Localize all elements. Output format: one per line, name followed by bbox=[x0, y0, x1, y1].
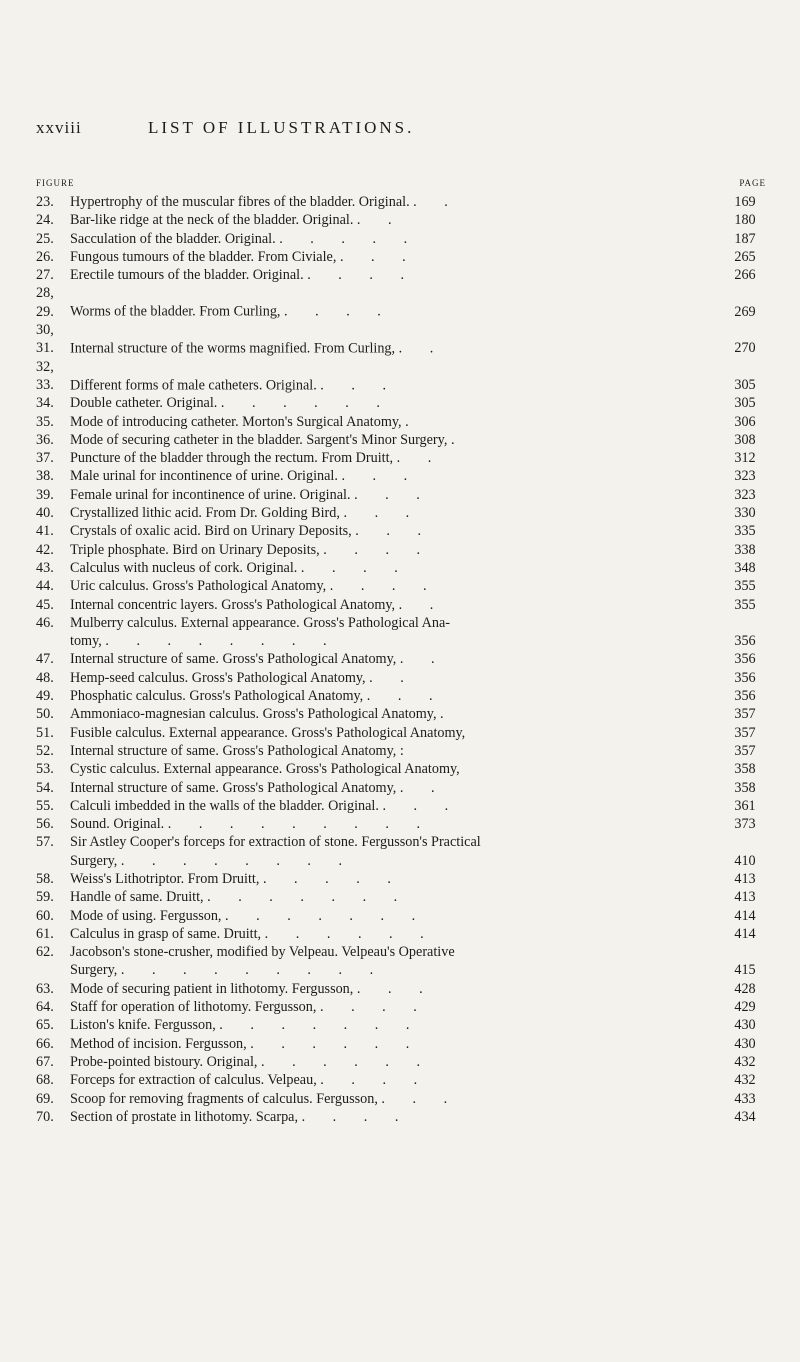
figure-caption: Forceps for extraction of calculus. Velpeau, bbox=[70, 1072, 317, 1089]
page-reference: 306 bbox=[734, 413, 756, 430]
figure-number: 60. bbox=[36, 907, 54, 924]
list-item bbox=[36, 431, 770, 449]
page-reference: 430 bbox=[734, 1017, 756, 1034]
dot-leader: . . . . bbox=[320, 1072, 430, 1089]
dot-leader: . . . . . . . bbox=[225, 907, 428, 924]
dot-leader: . . bbox=[396, 450, 444, 467]
list-item bbox=[36, 413, 770, 431]
figure-number: 43. bbox=[36, 559, 54, 576]
figure-number: 23. bbox=[36, 194, 54, 210]
list-item bbox=[36, 907, 770, 925]
entry-line bbox=[36, 559, 710, 577]
dot-leader: . bbox=[440, 706, 456, 723]
dot-leader: . . bbox=[369, 669, 416, 686]
figure-caption: Section of prostate in lithotomy. Scarpa, bbox=[70, 1108, 299, 1125]
dot-leader: . . . . . . . . bbox=[105, 633, 339, 650]
entry-line bbox=[36, 760, 710, 778]
list-item bbox=[36, 760, 770, 778]
figure-number: 45. bbox=[36, 596, 54, 613]
dot-leader: . . . . bbox=[300, 559, 410, 576]
dot-leader: . . . . . . . . . bbox=[167, 816, 433, 833]
figure-caption: Different forms of male catheters. Original. bbox=[70, 376, 317, 393]
list-item bbox=[36, 815, 770, 833]
page-reference: 265 bbox=[734, 248, 756, 265]
figure-caption: Jacobson's stone-crusher, modified by Velpeau. Velpeau's Operative bbox=[70, 944, 455, 961]
dot-leader: . . . bbox=[355, 523, 434, 540]
dot-leader: . . . . . bbox=[262, 870, 403, 887]
list-item bbox=[36, 1090, 770, 1108]
figure-number: 40. bbox=[36, 505, 54, 522]
page-reference: 414 bbox=[734, 907, 756, 924]
entry-line bbox=[36, 614, 710, 632]
figure-caption: Phosphatic calculus. Gross's Pathological Anatomy, bbox=[70, 688, 364, 705]
figure-caption: Fungous tumours of the bladder. From Civiale, bbox=[70, 248, 337, 265]
page-column-heading: PAGE bbox=[739, 178, 766, 188]
page-reference: 355 bbox=[734, 578, 756, 595]
entry-line bbox=[36, 266, 710, 284]
page-reference: 413 bbox=[734, 870, 756, 887]
page-reference: 432 bbox=[734, 1053, 756, 1070]
page-reference: 305 bbox=[734, 395, 756, 412]
entry-line bbox=[36, 321, 710, 358]
page-header bbox=[36, 118, 770, 144]
figure-number: 50. bbox=[36, 706, 54, 723]
page-reference: 413 bbox=[734, 889, 756, 906]
caption-continuation-line bbox=[36, 632, 710, 650]
dot-leader: . . . bbox=[356, 980, 435, 997]
dot-leader: . . . . bbox=[301, 1108, 411, 1125]
entry-line bbox=[36, 394, 710, 412]
page-reference: 308 bbox=[734, 431, 756, 448]
entry-line bbox=[36, 248, 710, 266]
entry-line bbox=[36, 449, 710, 467]
entry-line bbox=[36, 1053, 710, 1071]
page-reference: 266 bbox=[734, 267, 756, 284]
page-reference: 356 bbox=[734, 688, 756, 705]
figure-number: 67. bbox=[36, 1053, 54, 1070]
dot-leader: . . . . bbox=[323, 541, 433, 558]
figure-caption: Mode of introducing catheter. Morton's Surgical Anatomy, bbox=[70, 413, 402, 430]
dot-leader: . . . bbox=[343, 505, 422, 522]
page-reference: 270 bbox=[734, 340, 756, 357]
figure-number: 59. bbox=[36, 889, 54, 906]
figure-number: 37. bbox=[36, 450, 54, 467]
dot-leader: . . bbox=[413, 194, 460, 210]
figure-caption: Crystallized lithic acid. From Dr. Golding Bird, bbox=[70, 505, 340, 522]
dot-leader: . . . . . . bbox=[260, 1053, 432, 1070]
figure-number: 30, 31. bbox=[36, 322, 54, 357]
list-item bbox=[36, 522, 770, 540]
figure-number: 24. bbox=[36, 212, 54, 229]
figure-caption: Sacculation of the bladder. Original. bbox=[70, 230, 276, 247]
figure-caption: Triple phosphate. Bird on Urinary Deposits, bbox=[70, 541, 320, 558]
column-headings bbox=[36, 178, 766, 190]
dot-leader: . . . . bbox=[319, 999, 429, 1016]
dot-leader: . bbox=[450, 431, 467, 448]
figure-caption: Double catheter. Original. bbox=[70, 395, 218, 412]
entry-line bbox=[36, 815, 710, 833]
figure-number: 58. bbox=[36, 870, 54, 887]
entry-line bbox=[36, 486, 710, 504]
figure-number: 34. bbox=[36, 395, 54, 412]
caption-continuation-line bbox=[36, 852, 710, 870]
dot-leader: . . . bbox=[320, 376, 399, 393]
entry-line bbox=[36, 467, 710, 485]
list-item bbox=[36, 541, 770, 559]
figure-number: 41. bbox=[36, 523, 54, 540]
figure-caption: Cystic calculus. External appearance. Gross's Pathological Anatomy, bbox=[70, 761, 460, 778]
page-reference: 414 bbox=[734, 925, 756, 942]
entry-line bbox=[36, 833, 710, 851]
page-number: xxviii bbox=[36, 118, 82, 137]
figure-caption: Handle of same. Druitt, bbox=[70, 889, 204, 906]
page-reference: 356 bbox=[734, 651, 756, 668]
list-item bbox=[36, 943, 770, 980]
figure-number: 70. bbox=[36, 1108, 54, 1125]
dot-leader: . . . . . . bbox=[264, 925, 436, 942]
page-reference: 323 bbox=[734, 486, 756, 503]
entry-line bbox=[36, 431, 710, 449]
list-item bbox=[36, 650, 770, 668]
entry-line bbox=[36, 230, 710, 248]
list-item bbox=[36, 742, 770, 760]
caption-continuation: tomy, bbox=[70, 633, 102, 650]
caption-continuation-line bbox=[36, 961, 710, 979]
figure-caption: Female urinal for incontinence of urine. Original. bbox=[70, 486, 351, 503]
page-reference: 357 bbox=[734, 706, 756, 723]
caption-continuation: Surgery, bbox=[70, 962, 118, 979]
figure-caption: Weiss's Lithotriptor. From Druitt, bbox=[70, 870, 260, 887]
figure-number: 48. bbox=[36, 669, 54, 686]
page-reference: 335 bbox=[734, 523, 756, 540]
entry-line bbox=[36, 724, 710, 742]
figure-column-heading: FIGURE bbox=[36, 178, 75, 188]
entry-line bbox=[36, 925, 710, 943]
list-item bbox=[36, 577, 770, 595]
dot-leader: . . . bbox=[339, 248, 418, 265]
entry-line bbox=[36, 522, 710, 540]
list-item bbox=[36, 1053, 770, 1071]
figure-number: 42. bbox=[36, 541, 54, 558]
page-reference: 410 bbox=[734, 852, 756, 869]
figure-caption: Hemp-seed calculus. Gross's Pathological Anatomy, bbox=[70, 669, 366, 686]
dot-leader: . . . . . . . . bbox=[120, 852, 355, 869]
figure-caption: Fusible calculus. External appearance. Gross's Pathological Anatomy, bbox=[70, 724, 466, 741]
caption-continuation: Surgery, bbox=[70, 852, 118, 869]
figure-number: 28, 29. bbox=[36, 285, 54, 320]
entry-line bbox=[36, 943, 710, 961]
list-item bbox=[36, 925, 770, 943]
entry-line bbox=[36, 1090, 710, 1108]
figure-caption: Mode of securing catheter in the bladder. Sargent's Minor Surgery, bbox=[70, 431, 448, 448]
page-reference: 169 bbox=[734, 194, 756, 210]
figure-caption: Erectile tumours of the bladder. Original. bbox=[70, 267, 304, 284]
figure-caption: Calculus in grasp of same. Druitt, bbox=[70, 925, 262, 942]
page-reference: 312 bbox=[734, 450, 756, 467]
figure-caption: Internal structure of the worms magnified. From Curling, bbox=[70, 340, 396, 357]
dot-leader: . . . bbox=[382, 797, 461, 814]
entry-line bbox=[36, 998, 710, 1016]
entry-line bbox=[36, 907, 710, 925]
entry-line bbox=[36, 596, 710, 614]
entry-line bbox=[36, 797, 710, 815]
entry-line bbox=[36, 980, 710, 998]
page-reference: 415 bbox=[734, 962, 756, 979]
dot-leader: . . . . . . . bbox=[219, 1017, 422, 1034]
figure-caption: Scoop for removing fragments of calculus. Fergusson, bbox=[70, 1090, 378, 1107]
figure-caption: Worms of the bladder. From Curling, bbox=[70, 303, 281, 320]
figure-caption: Method of incision. Fergusson, bbox=[70, 1035, 247, 1052]
figure-caption: Calculi imbedded in the walls of the bladder. Original. bbox=[70, 797, 379, 814]
list-item bbox=[36, 687, 770, 705]
list-item bbox=[36, 797, 770, 815]
entry-line bbox=[36, 779, 710, 797]
dot-leader: : bbox=[399, 742, 416, 759]
page-reference: 428 bbox=[734, 980, 756, 997]
list-item bbox=[36, 669, 770, 687]
entry-line bbox=[36, 577, 710, 595]
entry-line bbox=[36, 541, 710, 559]
figure-number: 57. bbox=[36, 834, 54, 851]
figure-caption: Internal structure of same. Gross's Pathological Anatomy, bbox=[70, 742, 397, 759]
figure-number: 51. bbox=[36, 724, 54, 741]
entry-line bbox=[36, 358, 710, 395]
figure-caption: Calculus with nucleus of cork. Original. bbox=[70, 559, 298, 576]
entry-line bbox=[36, 742, 710, 760]
figure-number: 61. bbox=[36, 925, 54, 942]
figure-caption: Mode of securing patient in lithotomy. Fergusson, bbox=[70, 980, 354, 997]
figure-number: 38. bbox=[36, 468, 54, 485]
entry-line bbox=[36, 705, 710, 723]
figure-caption: Hypertrophy of the muscular fibres of the bladder. Original. bbox=[70, 194, 410, 210]
figure-caption: Puncture of the bladder through the rectum. From Druitt, bbox=[70, 450, 394, 467]
page-reference: 338 bbox=[734, 541, 756, 558]
page-reference: 361 bbox=[734, 797, 756, 814]
figure-number: 64. bbox=[36, 999, 54, 1016]
dot-leader: . . . . bbox=[329, 578, 439, 595]
figure-caption: Sir Astley Cooper's forceps for extraction of stone. Fergusson's Practical bbox=[70, 834, 481, 851]
page-reference: 323 bbox=[734, 468, 756, 485]
list-item bbox=[36, 449, 770, 467]
figure-number: 26. bbox=[36, 248, 54, 265]
entry-line bbox=[36, 687, 710, 705]
dot-leader: . . . . bbox=[307, 267, 417, 284]
list-item bbox=[36, 358, 770, 395]
page-reference: 373 bbox=[734, 816, 756, 833]
list-item bbox=[36, 230, 770, 248]
figure-number: 52. bbox=[36, 742, 54, 759]
dot-leader: . . bbox=[398, 340, 446, 357]
page-reference: 433 bbox=[734, 1090, 756, 1107]
figure-caption: Uric calculus. Gross's Pathological Anatomy, bbox=[70, 578, 327, 595]
dot-leader: . bbox=[405, 413, 421, 430]
list-item bbox=[36, 1035, 770, 1053]
figure-number: 32, 33. bbox=[36, 358, 54, 393]
entry-line bbox=[36, 211, 710, 229]
figure-caption: Internal concentric layers. Gross's Pathological Anatomy, bbox=[70, 596, 396, 613]
entry-line bbox=[36, 1016, 710, 1034]
page-reference: 356 bbox=[734, 633, 756, 650]
figure-number: 44. bbox=[36, 578, 54, 595]
figure-number: 56. bbox=[36, 816, 54, 833]
list-item bbox=[36, 193, 770, 211]
list-item bbox=[36, 504, 770, 522]
dot-leader: . . . bbox=[354, 486, 432, 503]
dot-leader: . . . . . bbox=[279, 230, 420, 247]
list-item bbox=[36, 394, 770, 412]
list-item bbox=[36, 888, 770, 906]
entry-line bbox=[36, 870, 710, 888]
figure-number: 27. bbox=[36, 267, 54, 284]
list-item bbox=[36, 705, 770, 723]
dot-leader: . . bbox=[398, 596, 446, 613]
entry-line bbox=[36, 1108, 710, 1126]
page-reference: 432 bbox=[734, 1072, 756, 1089]
list-item bbox=[36, 486, 770, 504]
figure-caption: Sound. Original. bbox=[70, 816, 165, 833]
page-reference: 429 bbox=[734, 999, 756, 1016]
entry-line bbox=[36, 888, 710, 906]
figure-number: 36. bbox=[36, 431, 54, 448]
list-item bbox=[36, 321, 770, 358]
entry-line bbox=[36, 413, 710, 431]
page-reference: 434 bbox=[734, 1108, 756, 1125]
figure-number: 49. bbox=[36, 688, 54, 705]
list-item bbox=[36, 870, 770, 888]
dot-leader: . . . . bbox=[284, 303, 393, 320]
figure-caption: Internal structure of same. Gross's Pathological Anatomy, bbox=[70, 651, 397, 668]
entry-line bbox=[36, 284, 710, 321]
page-reference: 430 bbox=[734, 1035, 756, 1052]
page-reference: 358 bbox=[734, 761, 756, 778]
figure-number: 39. bbox=[36, 486, 54, 503]
page-reference: 180 bbox=[734, 212, 756, 229]
figure-caption: Ammoniaco-magnesian calculus. Gross's Pathological Anatomy, bbox=[70, 706, 437, 723]
page-reference: 358 bbox=[734, 779, 756, 796]
figure-number: 63. bbox=[36, 980, 54, 997]
list-item bbox=[36, 724, 770, 742]
entry-line bbox=[36, 504, 710, 522]
illustration-list bbox=[36, 193, 770, 1126]
entry-line bbox=[36, 193, 710, 211]
list-item bbox=[36, 559, 770, 577]
entry-line bbox=[36, 1071, 710, 1089]
figure-caption: Mulberry calculus. External appearance. Gross's Pathological Ana- bbox=[70, 614, 450, 631]
page-title: LIST OF ILLUSTRATIONS. bbox=[148, 118, 415, 137]
page-reference: 348 bbox=[734, 559, 756, 576]
page-reference: 357 bbox=[734, 724, 756, 741]
list-item bbox=[36, 467, 770, 485]
dot-leader: . . . . . . bbox=[250, 1035, 422, 1052]
list-item bbox=[36, 614, 770, 651]
figure-number: 47. bbox=[36, 651, 54, 668]
figure-number: 53. bbox=[36, 761, 54, 778]
dot-leader: . . . . . . bbox=[220, 395, 392, 412]
page-reference: 269 bbox=[734, 303, 756, 320]
entry-line bbox=[36, 650, 710, 668]
figure-caption: Staff for operation of lithotomy. Fergusson, bbox=[70, 999, 317, 1016]
figure-number: 68. bbox=[36, 1072, 54, 1089]
figure-number: 46. bbox=[36, 614, 54, 631]
entry-line bbox=[36, 1035, 710, 1053]
list-item bbox=[36, 596, 770, 614]
entry-line bbox=[36, 669, 710, 687]
figure-number: 62. bbox=[36, 944, 54, 961]
list-item bbox=[36, 248, 770, 266]
dot-leader: . . . . . . . bbox=[207, 889, 410, 906]
dot-leader: . . . bbox=[366, 688, 445, 705]
figure-number: 66. bbox=[36, 1035, 54, 1052]
dot-leader: . . . bbox=[341, 468, 420, 485]
figure-number: 55. bbox=[36, 797, 54, 814]
figure-caption: Probe-pointed bistoury. Original, bbox=[70, 1053, 258, 1070]
page-reference: 330 bbox=[734, 505, 756, 522]
list-item bbox=[36, 779, 770, 797]
figure-caption: Male urinal for incontinence of urine. Original. bbox=[70, 468, 338, 485]
dot-leader: . . . bbox=[381, 1090, 460, 1107]
dot-leader: . . bbox=[356, 212, 404, 229]
list-item bbox=[36, 1016, 770, 1034]
dot-leader: . . bbox=[399, 651, 447, 668]
figure-number: 65. bbox=[36, 1017, 54, 1034]
list-item bbox=[36, 211, 770, 229]
figure-caption: Internal structure of same. Gross's Pathological Anatomy, bbox=[70, 779, 397, 796]
dot-leader: . . bbox=[399, 779, 447, 796]
list-item bbox=[36, 833, 770, 870]
figure-number: 25. bbox=[36, 230, 54, 247]
list-item bbox=[36, 284, 770, 321]
list-item bbox=[36, 980, 770, 998]
figure-number: 35. bbox=[36, 413, 54, 430]
dot-leader: . . . . . . . . . bbox=[120, 962, 386, 979]
page-reference: 357 bbox=[734, 742, 756, 759]
list-item bbox=[36, 266, 770, 284]
figure-caption: Bar-like ridge at the neck of the bladder. Original. bbox=[70, 212, 354, 229]
page-reference: 356 bbox=[734, 669, 756, 686]
list-item bbox=[36, 1071, 770, 1089]
figure-number: 54. bbox=[36, 779, 54, 796]
figure-caption: Crystals of oxalic acid. Bird on Urinary Deposits, bbox=[70, 523, 352, 540]
page-reference: 187 bbox=[734, 230, 756, 247]
figure-caption: Mode of using. Fergusson, bbox=[70, 907, 222, 924]
page-reference: 305 bbox=[734, 376, 756, 393]
figure-number: 69. bbox=[36, 1090, 54, 1107]
page-reference: 355 bbox=[734, 596, 756, 613]
figure-caption: Liston's knife. Fergusson, bbox=[70, 1017, 216, 1034]
list-item bbox=[36, 998, 770, 1016]
list-item bbox=[36, 1108, 770, 1126]
